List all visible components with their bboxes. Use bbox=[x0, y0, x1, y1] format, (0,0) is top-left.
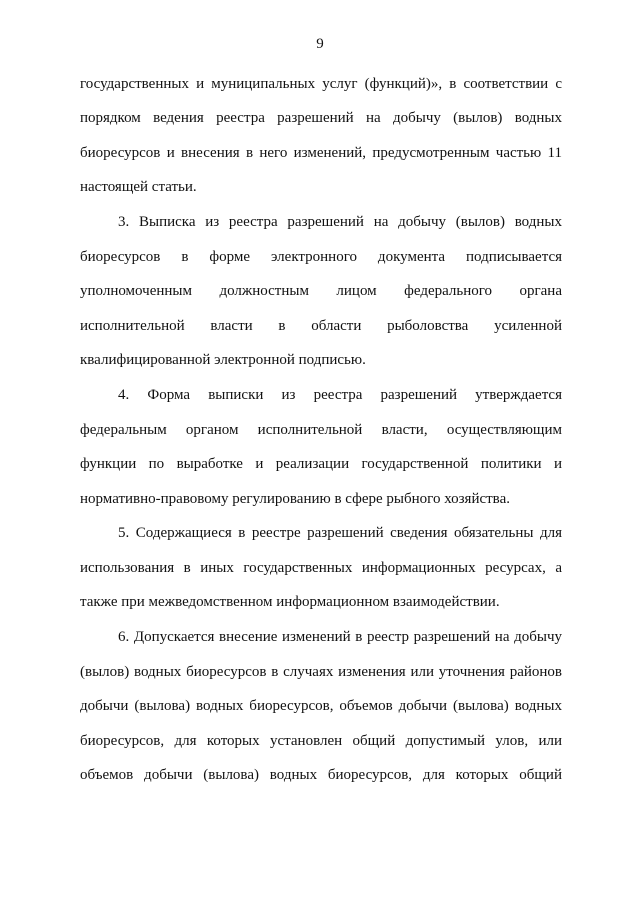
text-line: исполнительной власти в области рыболовства усиленной bbox=[80, 318, 562, 334]
paragraph-first-line: 5. Содержащиеся в реестре разрешений сведения обязательны для bbox=[118, 525, 562, 541]
paragraph-first-line: 3. Выписка из реестра разрешений на добычу (вылов) водных bbox=[118, 214, 562, 230]
text-line: государственных и муниципальных услуг (функций)», в соответствии с bbox=[80, 76, 562, 92]
text-line: объемов добычи (вылова) водных биоресурсов, для которых общий bbox=[80, 767, 562, 783]
text-line: биоресурсов и внесения в него изменений, предусмотренным частью 11 bbox=[80, 145, 562, 161]
text-line: использования в иных государственных информационных ресурсах, а bbox=[80, 560, 562, 576]
text-line: биоресурсов, для которых установлен общий допустимый улов, или bbox=[80, 733, 562, 749]
text-line: биоресурсов в форме электронного документа подписывается bbox=[80, 249, 562, 265]
paragraph-first-line: 4. Форма выписки из реестра разрешений утверждается bbox=[118, 387, 562, 403]
text-line: федеральным органом исполнительной власти, осуществляющим bbox=[80, 422, 562, 438]
page-number: 9 bbox=[316, 36, 324, 52]
text-line: порядком ведения реестра разрешений на добычу (вылов) водных bbox=[80, 110, 562, 126]
text-line: также при межведомственном информационном взаимодействии. bbox=[80, 594, 500, 610]
text-line: (вылов) водных биоресурсов в случаях изменения или уточнения районов bbox=[80, 664, 562, 680]
text-line: квалифицированной электронной подписью. bbox=[80, 352, 366, 368]
text-line: добычи (вылова) водных биоресурсов, объемов добычи (вылова) водных bbox=[80, 698, 562, 714]
text-line: функции по выработке и реализации государственной политики и bbox=[80, 456, 562, 472]
text-line: уполномоченным должностным лицом федерального органа bbox=[80, 283, 562, 299]
text-line: нормативно-правовому регулированию в сфере рыбного хозяйства. bbox=[80, 491, 510, 507]
paragraph-first-line: 6. Допускается внесение изменений в реестр разрешений на добычу bbox=[118, 629, 562, 645]
text-line: настоящей статьи. bbox=[80, 179, 197, 195]
